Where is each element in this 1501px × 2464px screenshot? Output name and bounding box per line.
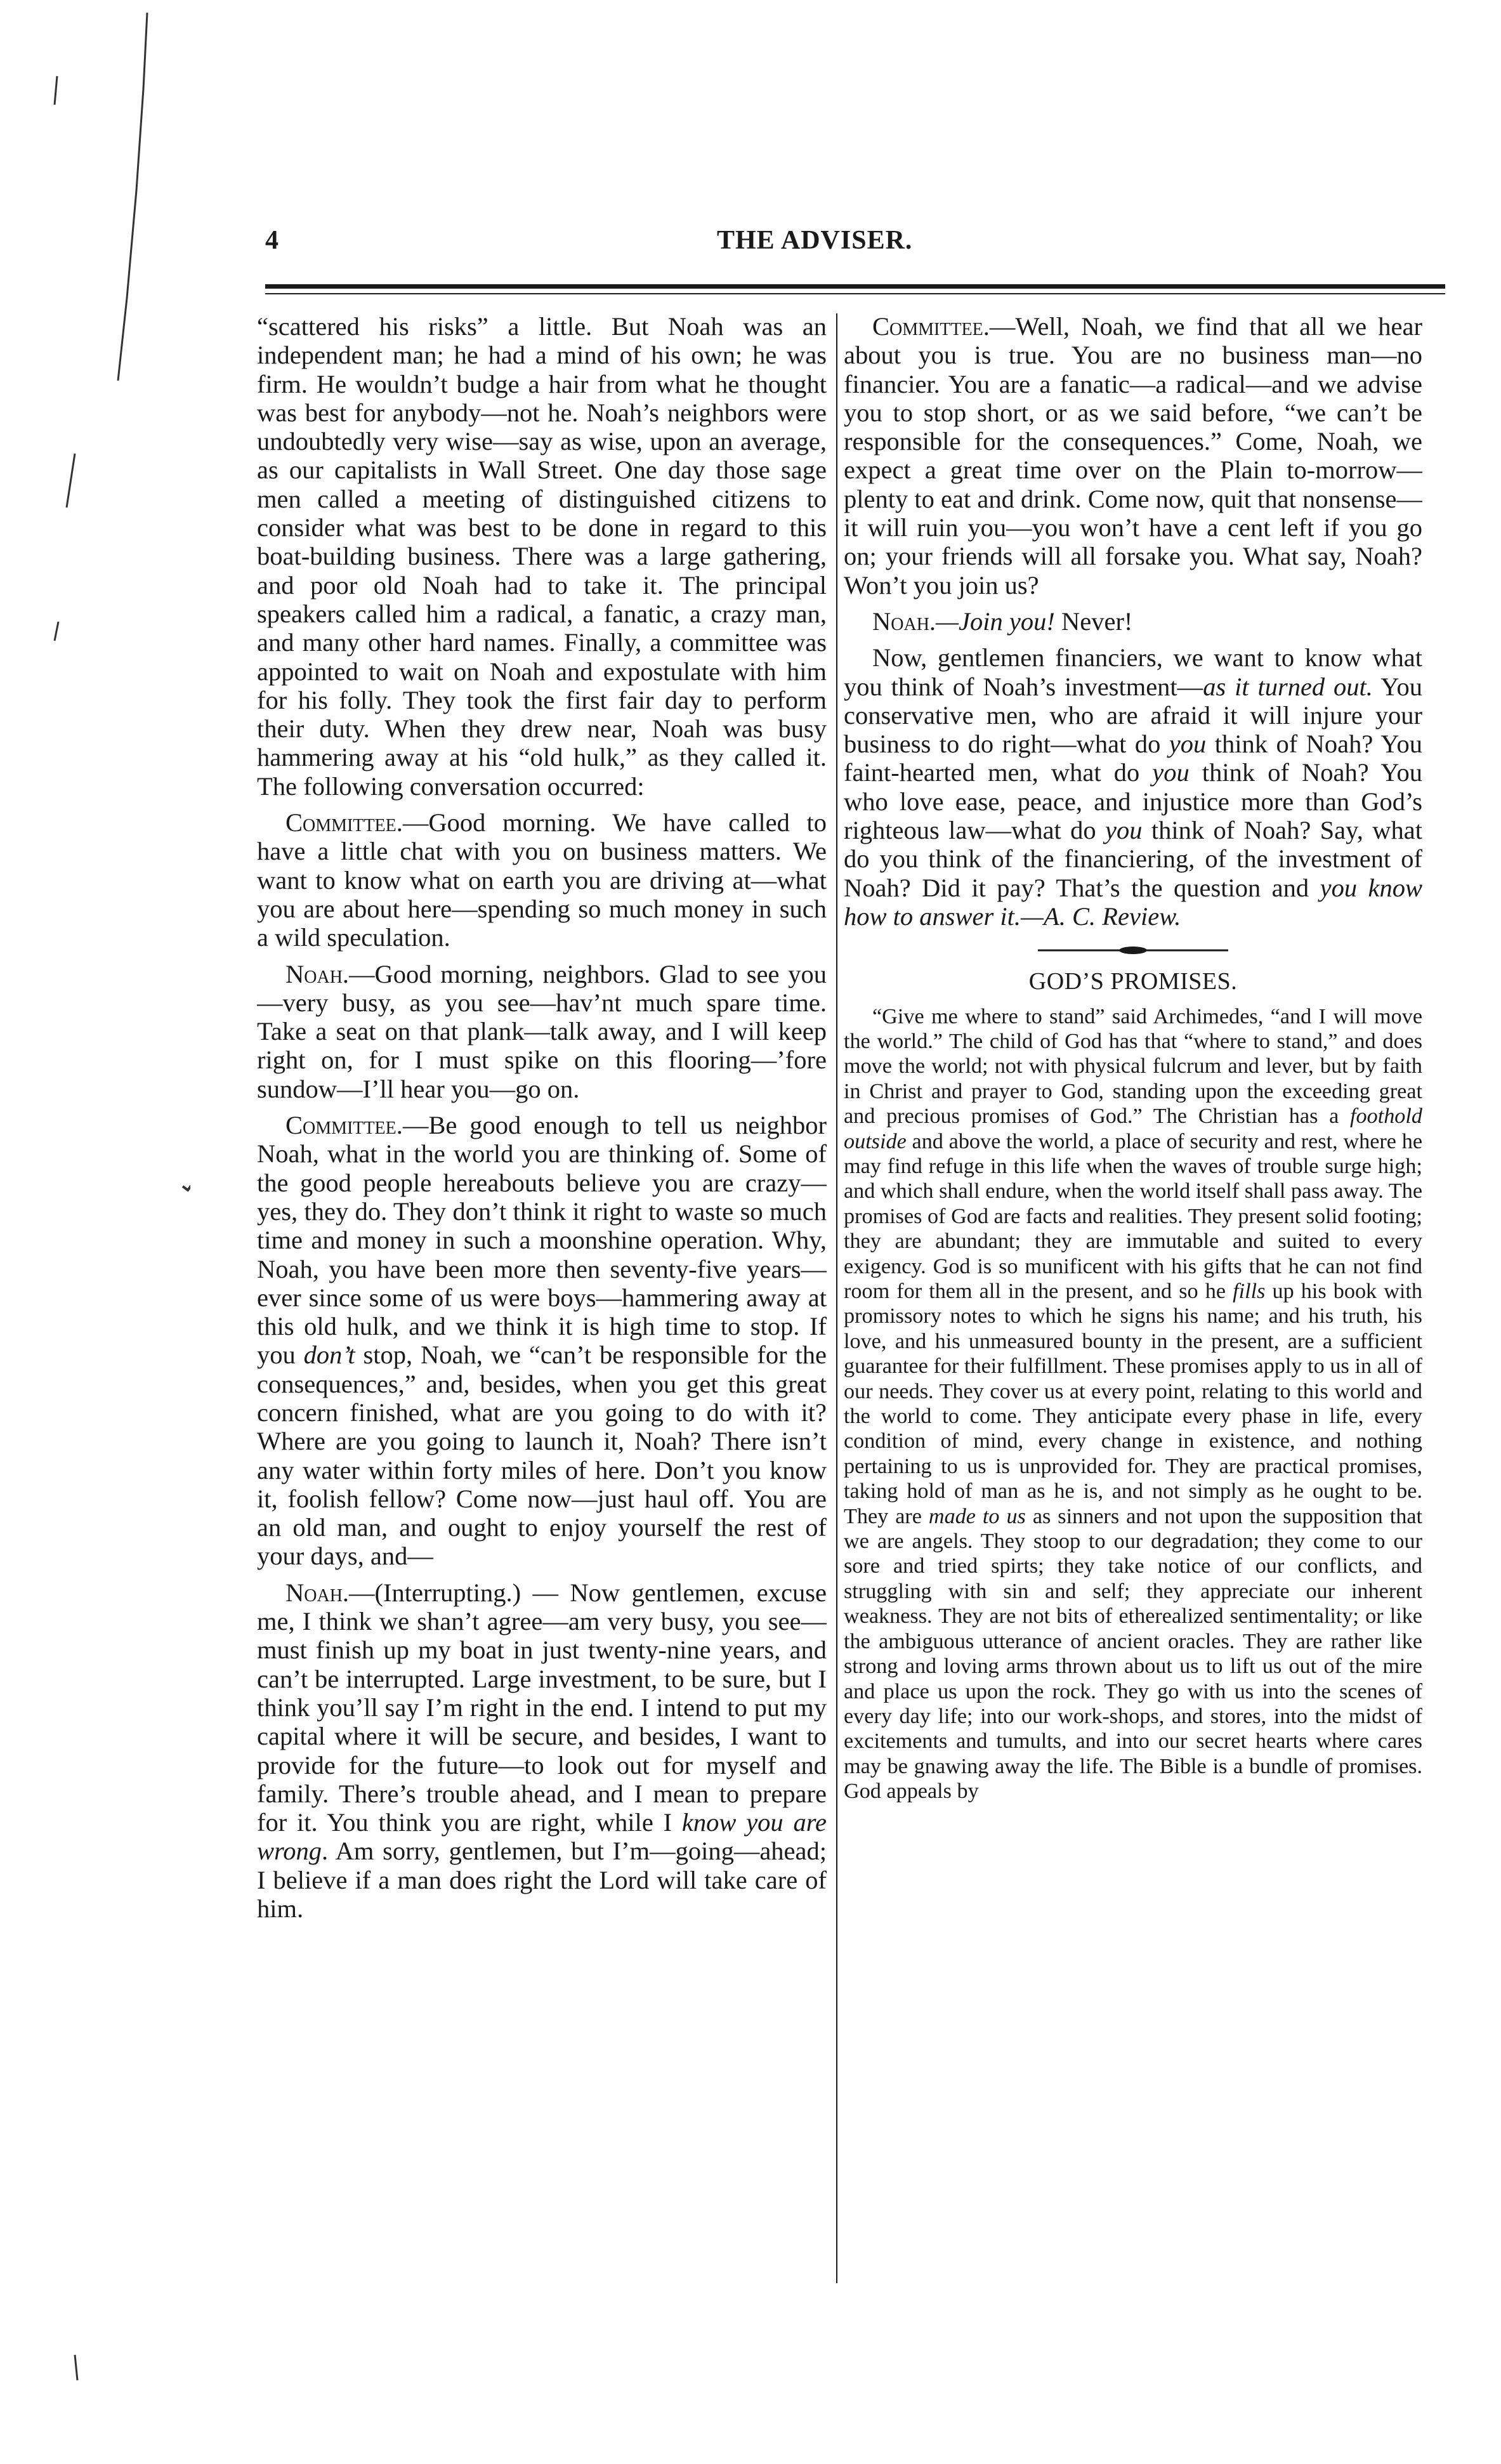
body-text: Now, gentlemen financiers, we want to know what you think of Noah’s investment— (844, 643, 1422, 701)
body-text: You conservative men, who are afraid it will injure your business to do right—what do (844, 672, 1422, 759)
body-text: and above the world, a place of security and rest, where he may find refuge in this life when the waves of trouble surge high; and which shall endure, when the world itself shall pass away. The promises of God are facts and realities. They present solid footing; they are abundant; they are immutable and suited to every exigency. God is so munificent with his gifts that he can not find room for them all in the present, and so he (844, 1129, 1422, 1303)
emphasis-text: you (1152, 758, 1190, 787)
running-head: THE ADVISER. (717, 226, 913, 255)
dialogue-text: —Good morning. We have called to have a little chat with you on business matters. We want to know what on earth you are driving at—what you are about here—spending so much money in such a wild speculation. (257, 808, 827, 952)
body-text: think of Noah? You faint-hearted men, what do (844, 730, 1422, 787)
body-text: up his book with promissory notes to which he signs his name; and his truth, his love, and his unmeasured bounty in the present, are a sufficient guarantee for their fulfillment. These promises apply to us in all of our needs. They cover us at every point, relating to this world and the world to come. They anticipate every phase in life, every condition of mind, every change in existence, and nothing pertaining to us is unprovided for. They are practical promises, taking hold of man as he is, and not simply as he ought to be. They are (844, 1280, 1422, 1528)
header-rule-thick (265, 284, 1445, 289)
dialogue-text: —Good morning, neighbors. Glad to see you—very busy, as you see—hav’nt much spare time. Take a seat on that plank—talk away, and I will keep right on, for I must spike on this flooring—’fore sundow—I’ll hear you—go on. (257, 959, 827, 1103)
section-ornament (1038, 945, 1228, 956)
left-paragraph-noah-2 (257, 1578, 827, 1923)
speaker-label: Committee. (285, 808, 403, 837)
speaker-label: Noah. (285, 959, 350, 988)
left-column (257, 312, 827, 2282)
speaker-label: Noah. (285, 1578, 350, 1607)
emphasis-text: don’t (303, 1340, 355, 1370)
body-text: think of Noah? You who love ease, peace, and injustice more than God’s righteous law—what do (844, 758, 1422, 845)
body-text: as sinners and not upon the supposition that we are angels. They stoop to our degradation; they come to our sore and tried spirts; they take notice of our conflicts, and struggling with sin and self; they appreciate our inherent weakness. They are not bits of etherealized sentimentality; or like the ambiguous utterance of ancient oracles. They are rather like strong and loving arms thrown about us to lift us out of the mire and place us upon the rock. They go with us into the scenes of every day life; into our work-shops, and stores, into the midst of excitements and tumults, and into our secret hearts where cares may be gnawing away the life. The Bible is a bundle of promises. God appeals by (844, 1504, 1422, 1804)
dialogue-text: . Am sorry, gentlemen, but I’m—going—ahead; I believe if a man does right the Lord will take care of him. (257, 1837, 827, 1923)
section-heading: GOD’S PROMISES. (1028, 968, 1238, 995)
promises-article (844, 1004, 1422, 1804)
page-number: 4 (265, 226, 279, 255)
dialogue-text: Never! (1054, 606, 1133, 636)
body-text: think of Noah? Say, what do you think of the financiering, of the investment of Noah? Did it pay? That’s the question and (844, 816, 1422, 902)
emphasis-text: know you are wrong (257, 1808, 827, 1866)
emphasis-text: you (1105, 816, 1143, 845)
left-paragraph-noah-1 (257, 960, 827, 1103)
emphasis-text: fills (1233, 1280, 1266, 1303)
left-paragraph-1: “scattered his risks” a little. But Noah was an independent man; he had a mind of his own; he was firm. He wouldn’t budge a hair from what he thought was best for anybody—not he. Noah’s neighbors were undoubtedly very wise—say as wise, upon an average, as our capitalists in Wall Street. One day those sage men called a meeting of distinguished citizens to consider what was best to be done in regard to this boat-building business. There was a large gathering, and poor old Noah had to take it. The principal speakers called him a radical, a fanatic, a crazy man, and many other hard names. Finally, a committee was appointed to wait on Noah and expostulate with him for his folly. They took the first fair day to perform their duty. When they drew near, Noah was busy hammering away at his “old hulk,” as they called it. The following conversation occurred: (257, 312, 827, 801)
dialogue-text: —Be good enough to tell us neighbor Noah, what in the world you are thinking of. Some of the good people hereabouts believe you are crazy—yes, they do. They don’t think it right to waste so much time and money in such a moonshine operation. Why, Noah, you have been more then seventy-five years—ever since some of us were boys—hammering away at this old hulk, and we think it is high time to stop. If you (257, 1111, 827, 1370)
speaker-label: Noah. (872, 606, 936, 636)
right-paragraph-committee (844, 312, 1422, 600)
emphasis-text: made to us (928, 1504, 1026, 1528)
header-rule-thin (265, 293, 1445, 294)
emphasis-text: you know how to answer it. (844, 873, 1422, 931)
speaker-label: Committee. (872, 312, 990, 341)
column-divider (836, 313, 837, 2283)
emphasis-text: you (1169, 730, 1207, 759)
right-paragraph-noah (844, 607, 1422, 636)
body-text: “Give me where to stand” said Archimedes, “and I will move the world.” The child of God has that “where to stand,” and does move the world; not with physical fulcrum and lever, but by faith in Christ and prayer to God, standing upon the exceeding great and precious promises of God.” The Christian has a (844, 1004, 1422, 1129)
right-paragraph-commentary (844, 643, 1422, 931)
promises-paragraph (844, 1004, 1422, 1804)
dialogue-text: —Well, Noah, we find that all we hear about you is true. You are no business man—no financier. You are a fanatic—a radical—and we advise you to stop short, or as we said before, “we can’t be responsible for the consequences.” Come, Noah, we expect a great time over on the Plain to-morrow—plenty to eat and drink. Come now, quit that nonsense—it will ruin you—you won’t have a cent left if you go on; your friends will all forsake you. What say, Noah? Won’t you join us? (844, 312, 1422, 600)
article-source: —A. C. Review. (1021, 901, 1181, 931)
left-paragraph-committee-1 (257, 808, 827, 952)
dialogue-text: —(Interrupting.) — Now gentlemen, excuse me, I think we shan’t agree—am very busy, you see—must finish up my boat in just twenty-nine years, and can’t be interrupted. Large investment, to be sure, but I think you’ll say I’m right in the end. I intend to put my capital where it will be secure, and besides, I want to provide for the future—to look out for myself and family. There’s trouble ahead, and I mean to prepare for it. You think you are right, while I (257, 1578, 827, 1837)
scan-margin-marks (0, 0, 190, 2464)
emphasis-text: foothold outside (844, 1104, 1422, 1153)
right-column (844, 312, 1422, 2282)
left-paragraph-committee-2 (257, 1111, 827, 1571)
emphasis-text: as it turned out. (1203, 672, 1373, 701)
dialogue-text: stop, Noah, we “can’t be responsible for the consequences,” and, besides, when you get this great concern finished, what are you going to do with it? Where are you going to launch it, Noah? There isn’t any water within forty miles of here. Don’t you know it, foolish fellow? Come now—just haul off. You are an old man, and ought to enjoy yourself the rest of your days, and— (257, 1340, 827, 1571)
emphasis-text: —Join you! (936, 606, 1055, 636)
speaker-label: Committee. (285, 1111, 403, 1140)
